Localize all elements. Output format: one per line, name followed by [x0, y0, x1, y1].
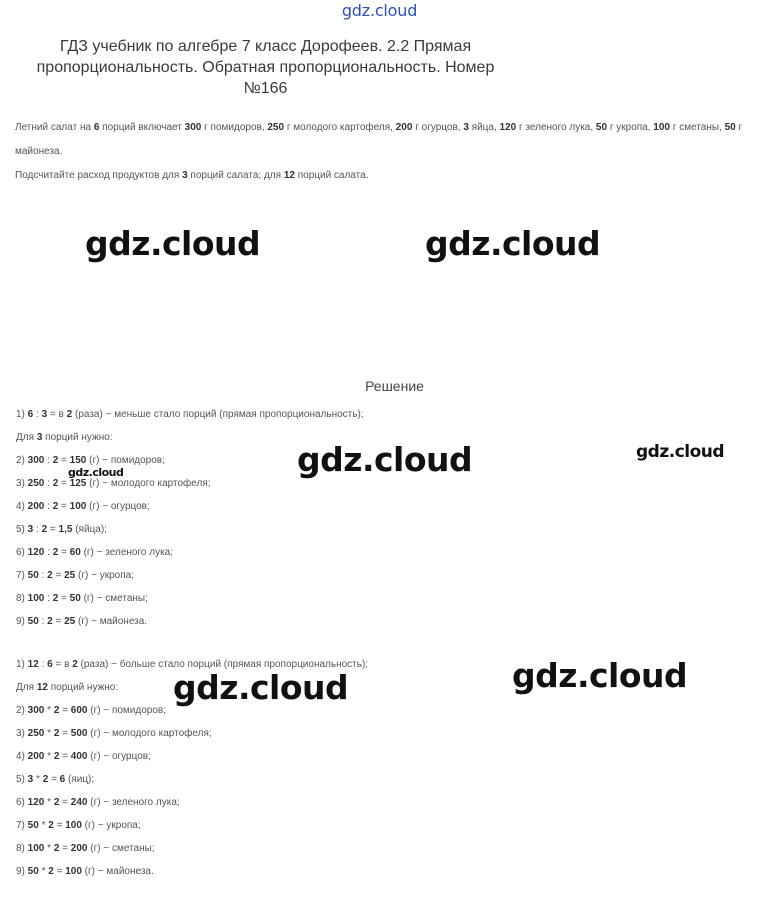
number-value: 50	[69, 593, 81, 604]
page-title-line-1: ГДЗ учебник по алгебре 7 класс Дорофеев. 2.2 Прямая	[59, 38, 472, 55]
text-run: г майонеза.	[15, 122, 743, 157]
text-run: (г) − майонеза.	[75, 616, 148, 627]
number-value: 6	[59, 774, 66, 785]
text-run: (г) − помидоров;	[87, 705, 166, 716]
text-run: 5)	[16, 524, 28, 535]
number-value: 2	[53, 797, 60, 808]
text-run: = в	[47, 409, 67, 420]
text-run: 3)	[16, 478, 28, 489]
text-run: 4)	[16, 501, 28, 512]
number-value: 6	[93, 122, 100, 133]
text-run: *	[44, 751, 54, 762]
number-value: 50	[27, 616, 39, 627]
page-title	[0, 36, 531, 99]
text-run: (г) − помидоров;	[86, 455, 165, 466]
text-run: :	[38, 570, 48, 581]
text-run: (г) − сметаны;	[80, 593, 148, 604]
text-run: порций включает	[99, 122, 185, 133]
number-value: 2	[48, 866, 54, 877]
solution-line	[16, 773, 736, 796]
number-value: 12	[36, 682, 48, 693]
number-value: 300	[27, 705, 45, 716]
number-value: 2	[53, 751, 60, 762]
text-run: = в	[52, 659, 73, 670]
site-logo[interactable]: gdz.cloud	[341, 1, 418, 20]
solution-line	[16, 408, 736, 431]
text-run: =	[53, 866, 66, 877]
text-run: *	[33, 774, 43, 785]
page-title-line-2: пропорциональность. Обратная пропорциональность. Номер	[36, 59, 495, 76]
text-run: :	[44, 547, 53, 558]
text-run: порций салата; для	[187, 170, 284, 181]
number-value: 2	[53, 705, 60, 716]
text-run: =	[52, 616, 65, 627]
text-run: :	[33, 524, 42, 535]
text-run: г сметаны,	[669, 122, 725, 133]
text-run: 6)	[16, 797, 28, 808]
text-run: 9)	[16, 866, 28, 877]
solution-line	[16, 546, 736, 569]
number-value: 240	[70, 797, 88, 808]
number-value: 250	[27, 478, 45, 489]
number-value: 3	[27, 774, 34, 785]
number-value: 120	[499, 122, 517, 133]
solution-line	[16, 569, 736, 592]
text-run: 1)	[16, 409, 28, 420]
number-value: 50	[595, 122, 608, 133]
text-run: (г) − зеленого лука;	[87, 797, 180, 808]
number-value: 200	[70, 843, 88, 854]
number-value: 2	[52, 547, 59, 558]
text-run: порций нужно:	[42, 432, 113, 443]
number-value: 100	[65, 866, 82, 877]
text-run: :	[44, 501, 53, 512]
text-run: 8)	[16, 843, 28, 854]
text-run: Подсчитайте расход продуктов для	[15, 170, 183, 181]
number-value: 2	[72, 659, 78, 670]
solution-line	[16, 523, 736, 546]
text-run: 9)	[16, 616, 28, 627]
solution-line	[16, 750, 736, 773]
number-value: 2	[66, 409, 73, 420]
solution-heading: Решение	[365, 378, 424, 394]
number-value: 125	[69, 478, 87, 489]
watermark-1: gdz.cloud	[85, 224, 261, 263]
number-value: 150	[69, 455, 87, 466]
watermark-4: gdz.cloud	[636, 442, 725, 462]
text-run: 7)	[16, 570, 28, 581]
number-value: 120	[27, 547, 45, 558]
number-value: 500	[70, 728, 88, 739]
text-run: :	[44, 478, 53, 489]
number-value: 2	[47, 616, 53, 627]
solution-line	[16, 842, 736, 865]
number-value: 1,5	[58, 524, 73, 535]
text-run: =	[58, 547, 70, 558]
number-value: 3	[463, 122, 469, 133]
number-value: 60	[69, 547, 81, 558]
number-value: 100	[27, 593, 45, 604]
number-value: 2	[52, 501, 59, 512]
text-run: г помидоров,	[201, 122, 268, 133]
number-value: 250	[27, 728, 45, 739]
solution-line	[16, 592, 736, 615]
number-value: 100	[65, 820, 82, 831]
number-value: 50	[27, 820, 39, 831]
number-value: 100	[69, 501, 87, 512]
text-run: =	[58, 501, 70, 512]
solution-line	[16, 819, 736, 842]
number-value: 2	[52, 455, 59, 466]
task-paragraph-2	[15, 164, 750, 188]
number-value: 300	[184, 122, 202, 133]
number-value: 3	[27, 524, 34, 535]
number-value: 2	[47, 570, 53, 581]
text-run: :	[38, 659, 48, 670]
solution-line	[16, 615, 736, 638]
number-value: 300	[27, 455, 45, 466]
task-statement	[15, 116, 750, 188]
text-run: =	[59, 797, 71, 808]
text-run: (г) − молодого картофеля;	[86, 478, 211, 489]
solution-line	[16, 727, 736, 750]
text-run: (г) − молодого картофеля;	[87, 728, 212, 739]
number-value: 250	[267, 122, 285, 133]
text-run: 4)	[16, 751, 28, 762]
text-run: (г) − укропа;	[75, 570, 134, 581]
number-value: 3	[36, 432, 43, 443]
text-run: =	[47, 524, 59, 535]
watermark-2: gdz.cloud	[425, 224, 601, 263]
text-run: (г) − майонеза.	[81, 866, 154, 877]
text-run: г укропа,	[607, 122, 654, 133]
number-value: 50	[27, 570, 39, 581]
text-run: порций салата.	[294, 170, 369, 181]
number-value: 2	[52, 593, 59, 604]
text-run: =	[48, 774, 60, 785]
solution-line	[16, 704, 736, 727]
text-run: (г) − сметаны;	[87, 843, 155, 854]
text-run: яйца,	[468, 122, 500, 133]
text-run: Летний салат на	[15, 122, 94, 133]
number-value: 200	[27, 501, 45, 512]
text-run: 7)	[16, 820, 28, 831]
text-run: порций нужно:	[47, 682, 119, 693]
text-run: *	[44, 797, 54, 808]
text-run: г огурцов,	[412, 122, 464, 133]
text-run: *	[44, 705, 54, 716]
solution-line	[16, 500, 736, 523]
number-value: 6	[27, 409, 34, 420]
number-value: 2	[52, 478, 59, 489]
watermark-5: gdz.cloud	[68, 466, 124, 479]
text-run: *	[44, 843, 54, 854]
text-run: Для	[16, 432, 37, 443]
text-run: 3)	[16, 728, 28, 739]
number-value: 600	[70, 705, 88, 716]
number-value: 100	[653, 122, 670, 133]
text-run: =	[59, 728, 71, 739]
text-run: *	[38, 820, 49, 831]
text-run: 2)	[16, 705, 28, 716]
text-run: *	[38, 866, 49, 877]
number-value: 25	[64, 570, 76, 581]
number-value: 12	[283, 170, 295, 181]
text-run: :	[33, 409, 42, 420]
text-run: =	[59, 751, 71, 762]
number-value: 2	[41, 524, 48, 535]
watermark-6: gdz.cloud	[512, 656, 688, 695]
number-value: 50	[27, 866, 39, 877]
number-value: 200	[27, 751, 45, 762]
text-run: (г) − огурцов;	[86, 501, 150, 512]
page-title-line-3: №166	[243, 80, 288, 97]
number-value: 12	[27, 659, 39, 670]
number-value: 2	[48, 820, 54, 831]
number-value: 2	[42, 774, 49, 785]
text-run: г зеленого лука,	[516, 122, 596, 133]
number-value: 3	[182, 170, 188, 181]
watermark-3: gdz.cloud	[297, 440, 473, 479]
text-run: (раза) − больше стало порций (прямая пропорциональность);	[77, 659, 369, 670]
text-run: (г) − укропа;	[81, 820, 141, 831]
number-value: 3	[41, 409, 48, 420]
number-value: 400	[70, 751, 88, 762]
number-value: 120	[27, 797, 45, 808]
text-run: (яйца);	[72, 524, 107, 535]
text-run: 5)	[16, 774, 28, 785]
text-run: (яиц);	[65, 774, 95, 785]
text-run: (г) − зеленого лука;	[80, 547, 173, 558]
watermark-7: gdz.cloud	[173, 668, 349, 707]
solution-line	[16, 477, 736, 500]
text-run: (раза) − меньше стало порций (прямая пропорциональность);	[72, 409, 364, 420]
solution-line	[16, 796, 736, 819]
number-value: 2	[53, 843, 60, 854]
text-run: =	[58, 455, 70, 466]
text-run: 1)	[16, 659, 28, 670]
number-value: 50	[724, 122, 736, 133]
number-value: 100	[27, 843, 45, 854]
task-paragraph-1	[15, 116, 750, 164]
text-run: (г) − огурцов;	[87, 751, 151, 762]
number-value: 25	[64, 616, 76, 627]
text-run: =	[59, 705, 71, 716]
text-run: *	[44, 728, 54, 739]
text-run: =	[52, 570, 65, 581]
number-value: 2	[53, 728, 60, 739]
text-run: =	[59, 843, 71, 854]
number-value: 200	[395, 122, 413, 133]
text-run: г молодого картофеля,	[284, 122, 396, 133]
solution-line	[16, 865, 736, 888]
text-run: =	[53, 820, 66, 831]
text-run: =	[58, 593, 70, 604]
number-value: 6	[47, 659, 53, 670]
text-run: Для	[16, 682, 37, 693]
text-run: 2)	[16, 455, 28, 466]
text-run: 8)	[16, 593, 28, 604]
text-run: :	[44, 593, 53, 604]
text-run: :	[38, 616, 48, 627]
text-run: =	[58, 478, 70, 489]
text-run: 6)	[16, 547, 28, 558]
text-run: :	[44, 455, 53, 466]
